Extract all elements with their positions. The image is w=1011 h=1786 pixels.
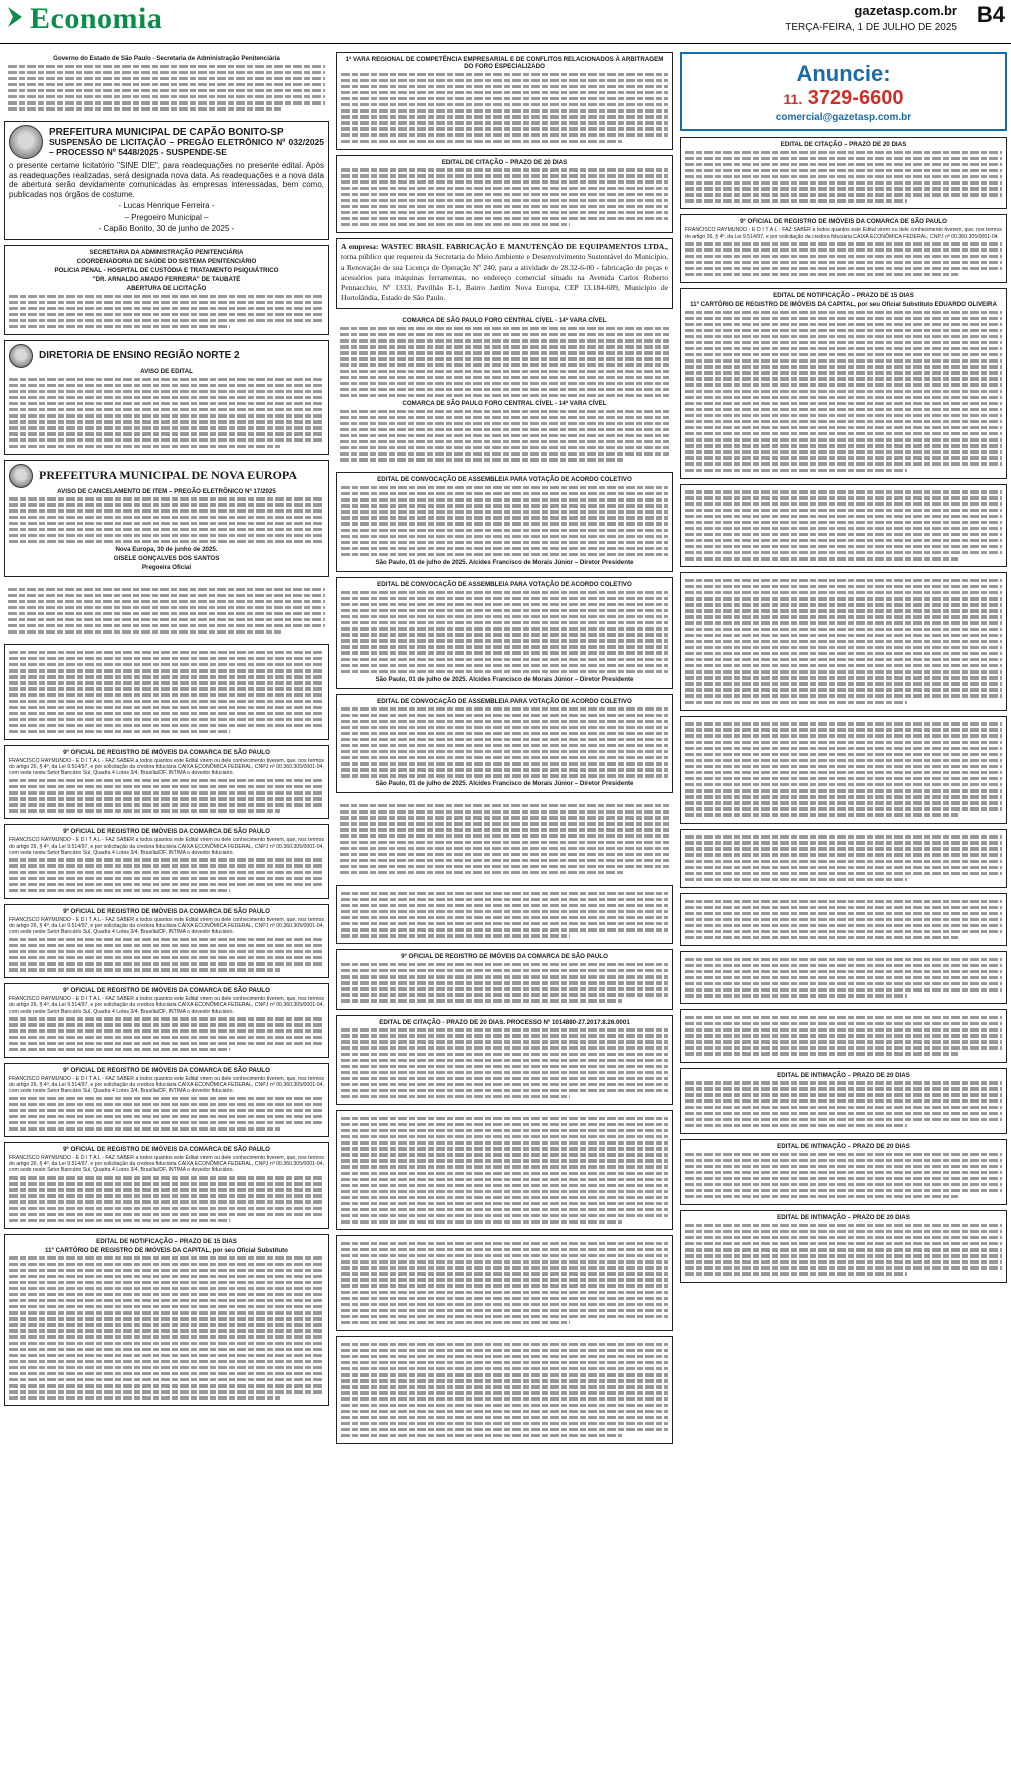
signature-role: Pregoeira Oficial [141,563,192,571]
notice-processo [680,572,1007,710]
notice-heading: Governo do Estado de São Paulo - Secretaria de Administração Penitenciária [53,55,280,62]
notice-citacao [680,951,1007,1004]
notice-wastec [336,238,673,309]
notice-foro-central [336,314,673,467]
notice-subheading: 11º CARTÓRIO DE REGISTRO DE IMÓVEIS DA CAPITAL, por seu Oficial Substituto EDUARDO OLIVEIRA [690,300,997,308]
notice-oficial-registro [4,824,329,898]
notice-heading: 9º OFICIAL DE REGISTRO DE IMÓVEIS DA COMARCA DE SÃO PAULO [63,1146,270,1154]
notice-heading: EDITAL DE CONVOCAÇÃO DE ASSEMBLEIA PARA VOTAÇÃO DE ACORDO COLETIVO [377,476,632,484]
notice-intimacao [680,1139,1007,1205]
column-center [336,52,673,1780]
advertise-box[interactable] [680,52,1007,131]
section-arrow-icon [6,6,24,28]
notice-citacao [680,893,1007,946]
notice-citacao [680,137,1007,209]
notice-title: DIRETORIA DE ENSINO REGIÃO NORTE 2 [39,350,240,362]
notice-heading: 9º OFICIAL DE REGISTRO DE IMÓVEIS DA COMARCA DE SÃO PAULO [63,987,270,995]
notice-heading: EDITAL DE INTIMAÇÃO – PRAZO DE 20 DIAS [777,1214,910,1222]
advertise-phone[interactable] [688,86,999,111]
notice-processo [4,582,329,639]
notice-processo [680,716,1007,824]
notice-oficial-registro [4,1063,329,1137]
signature-line: São Paulo, 01 de julho de 2025. Alcides Francisco de Morais Júnior – Diretor Presidente [375,558,634,566]
notice-nova-europa [4,460,329,577]
notice-heading: ABERTURA DE LICITAÇÃO [126,284,207,292]
signature-name: GISELE GONÇALVES DOS SANTOS [113,554,220,562]
notice-heading: EDITAL DE CITAÇÃO – PRAZO DE 20 DIAS [780,141,907,149]
notice-heading: 9º OFICIAL DE REGISTRO DE IMÓVEIS DA COMARCA DE SÃO PAULO [740,218,947,226]
notice-oficial-registro [680,214,1007,282]
notice-heading: SECRETARIA DA ADMINISTRAÇÃO PENITENCIÁRIA [89,248,244,256]
phone-number: 3729-6600 [807,87,904,109]
notice-citacao [680,484,1007,568]
notice-subtitle: SUSPENSÃO DE LICITAÇÃO – PREGÃO ELETRÔNICO Nº 032/2025 – PROCESSO Nº 5448/2025 - SUSPENDE-SE [49,137,324,157]
notice-citacao [336,1235,673,1331]
section-title: Economia [30,2,163,35]
notice-heading: 9º OFICIAL DE REGISTRO DE IMÓVEIS DA COMARCA DE SÃO PAULO [63,828,270,836]
notice-heading: EDITAL DE NOTIFICAÇÃO – PRAZO DE 15 DIAS [96,1237,237,1245]
notice-title: A empresa: WASTEC BRASIL FABRICAÇÃO E MANUTENÇÃO DE EQUIPAMENTOS LTDA., [341,242,668,252]
notice-oficial-registro [4,983,329,1057]
notice-heading: EDITAL DE CITAÇÃO - PRAZO DE 20 DIAS. PROCESSO Nº 1014880-27.2017.8.26.0001 [379,1018,630,1026]
signature-line: São Paulo, 01 de julho de 2025. Alcides Francisco de Morais Júnior – Diretor Presidente [375,780,634,788]
notice-body: FRANCISCO RAYMUNDO - E D I T A L - FAZ SABER a todos quantos este Edital virem ou dele conhecimento tiverem, que, nos termos do artigo 26, § 4º, da Lei 9.514/97, e por solicitação da credora fiduciária CAIXA ECONÔMICA FEDERAL, CNPJ nº 00.360.305/0001-04, com sede neste Setor Bancário Sul, Quadra 4 Lotes 3/4, Brasília/DF, INTIMA o devedor fiduciário. [9,837,324,856]
notice-sap-header [4,52,329,116]
notice-heading: 1ª VARA REGIONAL DE COMPETÊNCIA EMPRESARIAL E DE CONFLITOS RELACIONADOS À ARBITRAGEM DO FORO ESPECIALIZADO [345,56,664,70]
notice-heading: 9º OFICIAL DE REGISTRO DE IMÓVEIS DA COMARCA DE SÃO PAULO [401,953,608,961]
notice-vara-empresarial [336,52,673,150]
notice-body: FRANCISCO RAYMUNDO - E D I T A L - FAZ SABER a todos quantos este Edital virem ou dele conhecimento tiverem, que, nos termos do artigo 26, § 4º, da Lei 9.514/97, e por solicitação da credora fiduciária CAIXA ECONÔMICA FEDERAL, CNPJ nº 00.360.305/0001-04. [685,227,1002,240]
notice-body: o presente certame licitatório "SINE DIE", para readequações no presente edital. Após as readequações realizadas, será designada nova data. As readequações e a nova data de abertura serão devidamente comunicadas às empresas interessadas, bem como, publicadas nos órgãos de costume. [9,161,324,199]
notice-sap-licitacao [4,245,329,335]
notice-heading: 9º OFICIAL DE REGISTRO DE IMÓVEIS DA COMARCA DE SÃO PAULO [63,749,270,756]
notice-oficial-registro [4,1142,329,1229]
signature-line: São Paulo, 01 de julho de 2025. Alcides Francisco de Morais Júnior – Diretor Presidente [375,675,634,683]
signature-name: - Lucas Henrique Ferreira - [118,201,215,211]
notice-body: FRANCISCO RAYMUNDO - E D I T A L - FAZ SABER a todos quantos este Edital virem ou dele conhecimento tiverem, que, nos termos do artigo 26, § 4º, da Lei 9.514/97, e por solicitação da credora fiduciária CAIXA ECONÔMICA FEDERAL, CNPJ nº 00.360.305/0001-04, com sede neste Setor Bancário Sul, Quadra 4 Lotes 3/4, Brasília/DF, INTIMA o devedor fiduciário. [9,1155,324,1174]
notice-subtitle: AVISO DE EDITAL [140,367,193,375]
notice-intimacao [680,1210,1007,1282]
notice-notificacao [680,288,1007,479]
notice-body: FRANCISCO RAYMUNDO - E D I T A L - FAZ SABER a todos quantos este Edital virem ou dele conhecimento tiverem, que, nos termos do artigo 26, § 4º, da Lei 9.514/97, e por solicitação da credora fiduciária CAIXA ECONÔMICA FEDERAL, CNPJ nº 00.360.305/0001-04, com sede neste Setor Bancário Sul, Quadra 4 Lotes 3/4, Brasília/DF, INTIMA o devedor fiduciário. [9,758,324,777]
notice-body: FRANCISCO RAYMUNDO - E D I T A L - FAZ SABER a todos quantos este Edital virem ou dele conhecimento tiverem, que, nos termos do artigo 26, § 4º, da Lei 9.514/97, e por solicitação da credora fiduciária CAIXA ECONÔMICA FEDERAL, CNPJ nº 00.360.305/0001-04, com sede neste Setor Bancário Sul, Quadra 4 Lotes 3/4, Brasília/DF, INTIMA o devedor fiduciário. [9,1075,324,1094]
phone-area-code: 11. [783,91,803,107]
notice-heading: 9º OFICIAL DE REGISTRO DE IMÓVEIS DA COMARCA DE SÃO PAULO [63,907,270,915]
notice-convocacao-assembleia [336,694,673,794]
notice-heading: EDITAL DE INTIMAÇÃO – PRAZO DE 20 DIAS [777,1071,910,1079]
notice-heading: COMARCA DE SÃO PAULO FORO CENTRAL CÍVEL - 14ª VARA CÍVEL [402,317,607,325]
column-left [4,52,329,1780]
notice-oficial-registro [336,949,673,1009]
column-right [680,52,1007,1780]
issue-date: TERÇA-FEIRA, 1 DE JULHO DE 2025 [785,22,957,33]
notice-citacao [680,829,1007,888]
signature-date: - Capão Bonito, 30 de junho de 2025 - [98,224,235,234]
notice-intimacao [680,1068,1007,1134]
notice-capao-bonito [4,121,329,240]
notice-heading: EDITAL DE CITAÇÃO – PRAZO DE 20 DIAS [441,158,568,166]
notice-heading: EDITAL DE CONVOCAÇÃO DE ASSEMBLEIA PARA VOTAÇÃO DE ACORDO COLETIVO [377,697,632,705]
notice-diretoria-ensino [4,340,329,455]
notice-heading: EDITAL DE NOTIFICAÇÃO – PRAZO DE 15 DIAS [773,291,914,299]
notice-title: PREFEITURA MUNICIPAL DE CAPÃO BONITO-SP [49,127,284,139]
signature-date: Nova Europa, 30 de junho de 2025. [115,545,218,553]
notice-body: FRANCISCO RAYMUNDO - E D I T A L - FAZ SABER a todos quantos este Edital virem ou dele conhecimento tiverem, que, nos termos do artigo 26, § 4º, da Lei 9.514/97, e por solicitação da credora fiduciária CAIXA ECONÔMICA FEDERAL, CNPJ nº 00.360.305/0001-04, com sede neste Setor Bancário Sul, Quadra 4 Lotes 3/4, Brasília/DF, INTIMA o devedor fiduciário. [9,996,324,1015]
notice-heading: EDITAL DE INTIMAÇÃO – PRAZO DE 20 DIAS [777,1142,910,1150]
site-url[interactable]: gazetasp.com.br [854,3,957,18]
notice-citacao [336,155,673,233]
notice-notificacao [4,1234,329,1407]
page-masthead [0,0,1011,44]
notice-oficial-registro [4,904,329,978]
notice-oficial-registro [4,745,329,819]
advertise-email-link[interactable]: comercial@gazetasp.com.br [775,112,912,123]
notice-citacao [336,1336,673,1444]
municipal-crest-icon [9,464,33,488]
notice-convocacao-assembleia [336,577,673,689]
notice-heading: COMARCA DE SÃO PAULO FORO CENTRAL CÍVEL - 14ª VARA CÍVEL [402,399,607,407]
notice-subtitle: AVISO DE CANCELAMENTO DE ITEM – PREGÃO ELETRÔNICO Nº 17/2025 [57,487,276,495]
notice-heading: "DR. ARNALDO AMADO FERREIRA" DE TAUBATÉ [92,275,241,283]
advertise-title: Anuncie: [796,61,891,86]
signature-role: – Pregoeiro Municipal – [124,212,209,222]
notice-citacao [336,1110,673,1230]
notice-body: torna público que requereu da Secretaria do Meio Ambiente e Desenvolvimento Sustentável do Município, a Renovação de sua Licença de Operação Nº 240, para a atividade de 28.32-6-00 - fabricação de peças e acessórios para máquinas ferramentas, no endereço comercial situado na Avenida Carlos Roberto Pennacchio, Nº 1333, Pavilhão E-1, Bairro Jardim Nova Europa, CEP 13.184-689, Município de Hortolândia, Estado de São Paulo. [341,252,668,303]
notice-heading: COORDENADORIA DE SAÚDE DO SISTEMA PENITENCIÁRIO [76,257,257,265]
municipal-crest-icon [9,125,43,159]
notice-subheading: 11º CARTÓRIO DE REGISTRO DE IMÓVEIS DA CAPITAL, por seu Oficial Substituto [45,1246,288,1254]
notice-title: PREFEITURA MUNICIPAL DE NOVA EUROPA [39,468,298,483]
notice-heading: EDITAL DE CONVOCAÇÃO DE ASSEMBLEIA PARA VOTAÇÃO DE ACORDO COLETIVO [377,580,632,588]
notice-citacao [336,885,673,944]
notice-citacao-processo [336,1015,673,1106]
page-number: B4 [976,2,1005,27]
notice-decisao [336,798,673,880]
notice-citacao [680,1009,1007,1062]
notice-body: FRANCISCO RAYMUNDO - E D I T A L - FAZ SABER a todos quantos este Edital virem ou dele conhecimento tiverem, que, nos termos do artigo 26, § 4º, da Lei 9.514/97, e por solicitação da credora fiduciária CAIXA ECONÔMICA FEDERAL, CNPJ nº 00.360.305/0001-04, com sede neste Setor Bancário Sul, Quadra 4 Lotes 3/4, Brasília/DF, INTIMA o devedor fiduciário. [9,916,324,936]
state-crest-icon [9,344,33,368]
notice-heading: 9º OFICIAL DE REGISTRO DE IMÓVEIS DA COMARCA DE SÃO PAULO [63,1066,270,1074]
notice-heading: POLICIA PENAL - HOSPITAL DE CUSTÓDIA E TRATAMENTO PSIQUIÁTRICO [54,266,279,274]
notice-convocacao-assembleia [336,472,673,572]
notice-citacao [4,644,329,740]
